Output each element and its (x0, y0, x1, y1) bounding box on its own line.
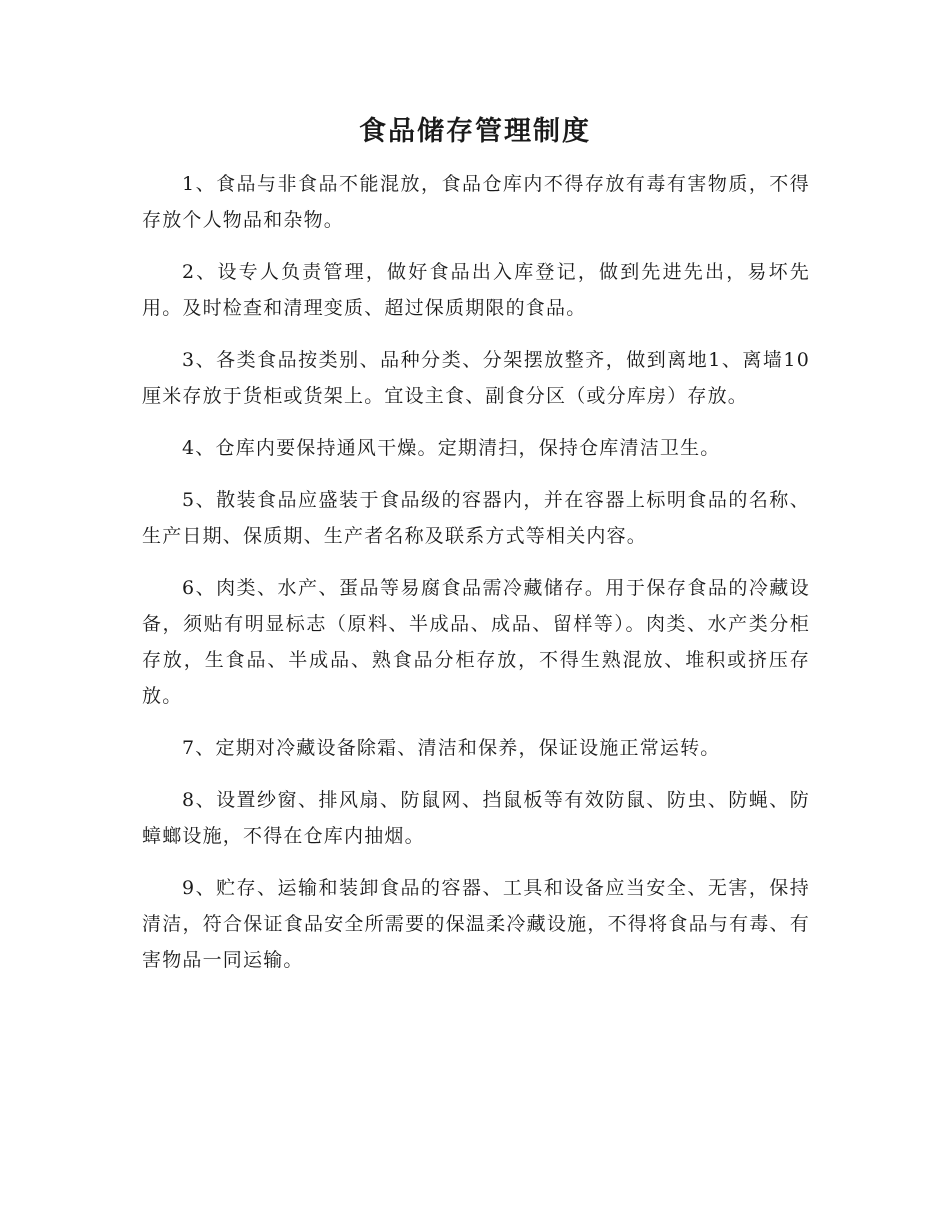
paragraph-7: 7、定期对冷藏设备除霜、清洁和保养，保证设施正常运转。 (182, 737, 721, 759)
paragraph-8: 8、设置纱窗、排风扇、防鼠网、挡鼠板等有效防鼠、防虫、防蝇、防蟑螂设施，不得在仓库内抽烟。 (142, 789, 810, 847)
paragraph-9: 9、贮存、运输和装卸食品的容器、工具和设备应当安全、无害，保持清洁，符合保证食品安全所需要的保温柔冷藏设施，不得将食品与有毒、有害物品一同运输。 (142, 877, 810, 971)
document-body (142, 166, 810, 994)
paragraph-6: 6、肉类、水产、蛋品等易腐食品需冷藏储存。用于保存食品的冷藏设备，须贴有明显标志（原料、半成品、成品、留样等）。肉类、水产类分柜存放，生食品、半成品、熟食品分柜存放，不得生熟混放、堆积或挤压存放。 (142, 577, 810, 707)
document-title: 食品储存管理制度 (359, 116, 591, 147)
paragraph-1: 1、食品与非食品不能混放，食品仓库内不得存放有毒有害物质，不得存放个人物品和杂物。 (142, 173, 810, 231)
paragraph-4: 4、仓库内要保持通风干燥。定期清扫，保持仓库清洁卫生。 (182, 437, 721, 459)
paragraph-3: 3、各类食品按类别、品种分类、分架摆放整齐，做到离地1、离墙10厘米存放于货柜或货架上。宜设主食、副食分区（或分库房）存放。 (142, 349, 810, 407)
paragraph-5: 5、散装食品应盛装于食品级的容器内，并在容器上标明食品的名称、生产日期、保质期、生产者名称及联系方式等相关内容。 (142, 489, 810, 547)
paragraph-2: 2、设专人负责管理，做好食品出入库登记，做到先进先出，易坏先用。及时检查和清理变质、超过保质期限的食品。 (142, 261, 810, 319)
